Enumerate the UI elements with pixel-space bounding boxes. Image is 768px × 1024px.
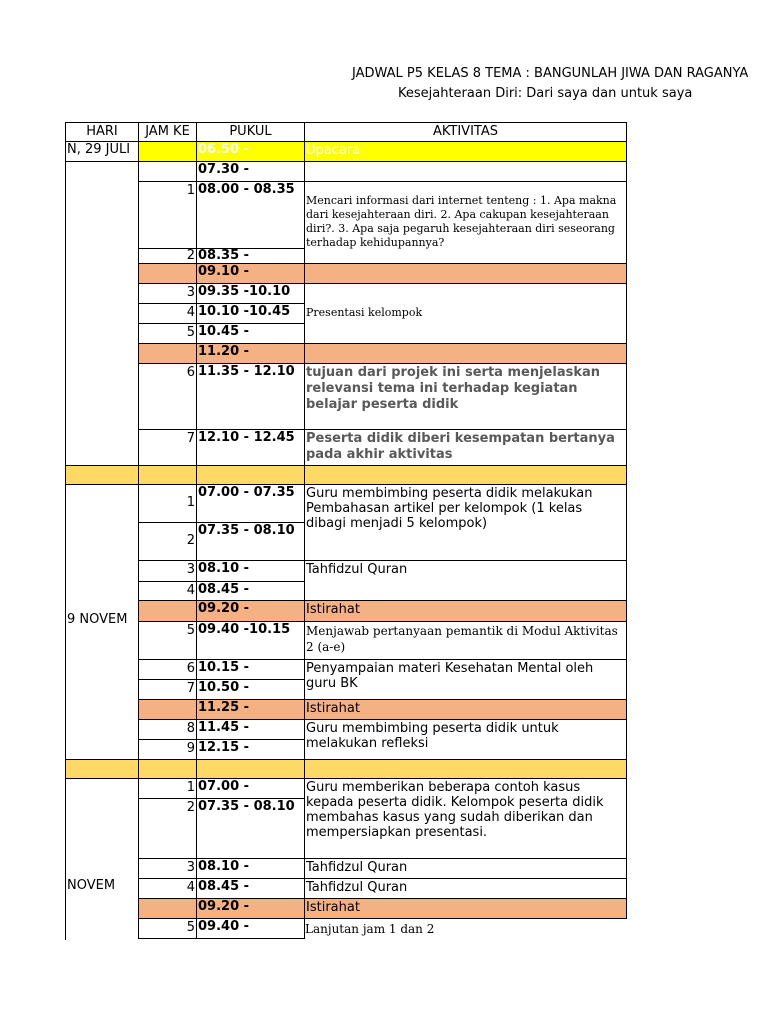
table-row-aktivitas: Tahfidzul Quran	[304, 560, 627, 601]
table-row-jam: 6	[138, 363, 197, 430]
schedule-title: JADWAL P5 KELAS 8 TEMA : BANGUNLAH JIWA DAN RAGANYA	[352, 66, 749, 81]
table-row-aktivitas: Upacara	[304, 141, 627, 162]
table-row-pukul: 09.20 -	[196, 600, 305, 622]
table-row-aktivitas	[304, 343, 627, 364]
table-row-jam: 3	[138, 858, 197, 879]
table-row-pukul: 09.40 -10.15	[196, 621, 305, 660]
table-row-aktivitas: Guru membimbing peserta didik untuk melakukan refleksi	[304, 719, 627, 760]
day-separator	[196, 759, 305, 779]
table-row-jam: 7	[138, 679, 197, 700]
table-row-pukul: 07.00 - 07.35	[196, 484, 305, 523]
table-row-jam	[138, 343, 197, 364]
table-row-jam: 3	[138, 560, 197, 582]
day-1-cell: N, 29 JULI	[65, 141, 139, 162]
table-row-aktivitas: Penyampaian materi Kesehatan Mental oleh guru BK	[304, 659, 627, 700]
table-row-aktivitas: Istirahat	[304, 898, 627, 919]
table-row-jam	[138, 600, 197, 622]
table-row-aktivitas: Tahfidzul Quran	[304, 858, 627, 879]
table-row-jam	[138, 263, 197, 284]
day-separator	[304, 759, 627, 779]
table-row-pukul: 07.00 -	[196, 778, 305, 799]
day-separator	[65, 465, 139, 485]
table-row-jam: 5	[138, 918, 197, 939]
table-row-aktivitas: Lanjutan jam 1 dan 2	[304, 918, 627, 940]
table-row-aktivitas: Istirahat	[304, 699, 627, 720]
table-row-pukul: 06.50 -	[196, 141, 305, 162]
table-row-jam: 2	[138, 798, 197, 859]
header-aktivitas: AKTIVITAS	[304, 122, 627, 142]
schedule-subtitle: Kesejahteraan Diri: Dari saya dan untuk saya	[398, 86, 693, 101]
table-row-aktivitas: tujuan dari projek ini serta menjelaskan relevansi tema ini terhadap kegiatan belajar peserta didik	[304, 363, 627, 430]
table-row-pukul: 07.35 - 08.10	[196, 798, 305, 859]
table-row-aktivitas: Tahfidzul Quran	[304, 878, 627, 899]
day-3-cell: NOVEM	[65, 778, 139, 940]
table-row-pukul: 11.45 -	[196, 719, 305, 740]
table-row-aktivitas: Guru memberikan beberapa contoh kasus kepada peserta didik. Kelompok peserta didik membahas kasus yang sudah diberikan dan mempersiapkan presentasi.	[304, 778, 627, 859]
table-row-pukul: 09.20 -	[196, 898, 305, 919]
table-row-jam: 4	[138, 581, 197, 601]
table-row-aktivitas: Presentasi kelompok	[304, 283, 627, 344]
table-row-jam	[138, 141, 197, 162]
table-row-pukul: 12.15 -	[196, 739, 305, 760]
header-pukul: PUKUL	[196, 122, 305, 142]
table-row-pukul: 08.35 -	[196, 248, 305, 264]
table-row-jam	[138, 699, 197, 720]
table-row-aktivitas	[304, 161, 627, 182]
table-row-jam: 9	[138, 739, 197, 760]
day-2-cell: 9 NOVEM	[65, 484, 139, 760]
table-row-jam: 4	[138, 878, 197, 899]
day-separator	[304, 465, 627, 485]
table-row-aktivitas: Peserta didik diberi kesempatan bertanya pada akhir aktivitas	[304, 429, 627, 466]
table-row-jam: 7	[138, 429, 197, 466]
table-row-pukul: 09.40 -	[196, 918, 305, 939]
table-row-pukul: 11.25 -	[196, 699, 305, 720]
table-row-pukul: 08.10 -	[196, 560, 305, 582]
day-1-span	[65, 161, 139, 466]
table-row-jam: 8	[138, 719, 197, 740]
table-row-aktivitas: Mencari informasi dari internet tenteng : 1. Apa makna dari kesejahteraan diri. 2. Apa cakupan kesejahteraan diri?. 3. Apa saja pegaruh kesejahteraan diri seseorang terhadap kehidupannya?	[304, 181, 627, 264]
table-row-pukul: 09.10 -	[196, 263, 305, 284]
table-row-pukul: 11.20 -	[196, 343, 305, 364]
table-row-pukul: 08.00 - 08.35	[196, 181, 305, 249]
day-separator	[138, 759, 197, 779]
table-row-pukul: 12.10 - 12.45	[196, 429, 305, 466]
table-row-jam: 3	[138, 283, 197, 304]
table-row-pukul: 08.10 -	[196, 858, 305, 879]
table-row-aktivitas: Menjawab pertanyaan pemantik di Modul Aktivitas 2 (a-e)	[304, 621, 627, 660]
table-row-pukul: 10.50 -	[196, 679, 305, 700]
day-separator	[196, 465, 305, 485]
table-row-jam: 5	[138, 621, 197, 660]
table-row-pukul: 08.45 -	[196, 878, 305, 899]
table-row-jam	[138, 161, 197, 182]
day-separator	[65, 759, 139, 779]
header-jam: JAM KE	[138, 122, 197, 142]
table-row-jam: 5	[138, 323, 197, 344]
table-row-jam: 1	[138, 484, 197, 523]
table-row-jam: 6	[138, 659, 197, 680]
table-row-pukul: 09.35 -10.10	[196, 283, 305, 304]
table-row-pukul: 11.35 - 12.10	[196, 363, 305, 430]
header-hari: HARI	[65, 122, 139, 142]
table-row-jam: 1	[138, 181, 197, 249]
table-row-jam: 2	[138, 248, 197, 264]
table-row-pukul: 08.45 -	[196, 581, 305, 601]
table-row-aktivitas: Guru membimbing peserta didik melakukan Pembahasan artikel per kelompok (1 kelas dibagi menjadi 5 kelompok)	[304, 484, 627, 561]
table-row-pukul: 07.35 - 08.10	[196, 522, 305, 561]
day-separator	[138, 465, 197, 485]
table-row-pukul: 10.45 -	[196, 323, 305, 344]
table-row-jam: 4	[138, 303, 197, 324]
table-row-pukul: 10.15 -	[196, 659, 305, 680]
table-row-pukul: 10.10 -10.45	[196, 303, 305, 324]
table-row-jam	[138, 898, 197, 919]
table-row-aktivitas	[304, 263, 627, 284]
table-row-aktivitas: Istirahat	[304, 600, 627, 622]
table-row-jam: 2	[138, 522, 197, 561]
table-row-pukul: 07.30 -	[196, 161, 305, 182]
table-row-jam: 1	[138, 778, 197, 799]
